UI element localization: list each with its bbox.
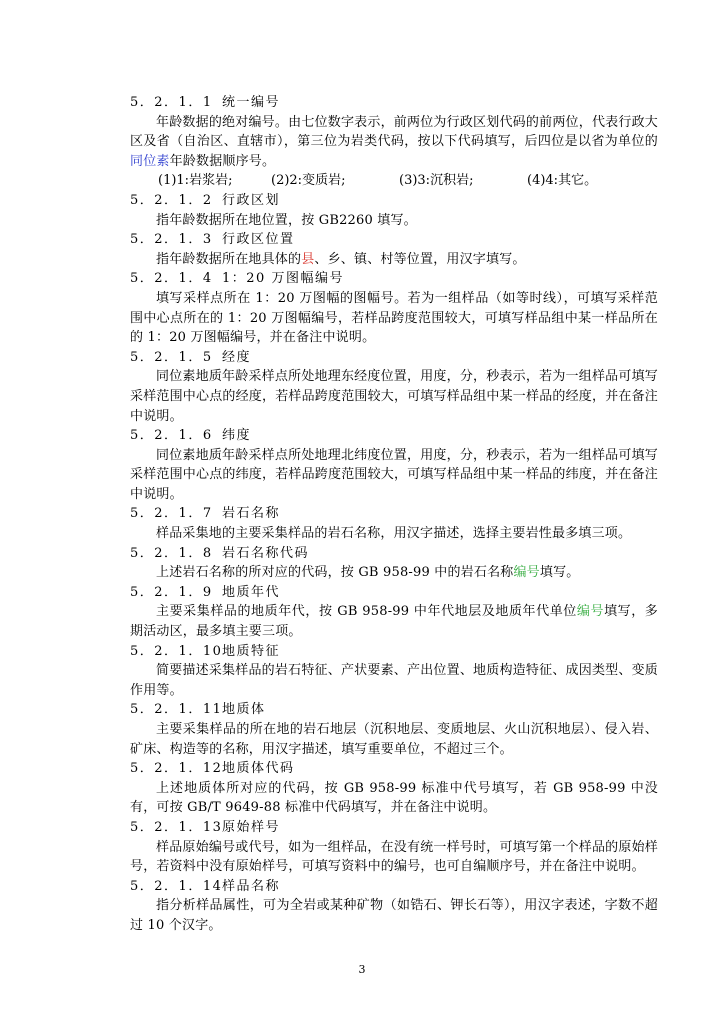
section-paragraph: [130, 779, 658, 818]
section-heading: [130, 544, 658, 564]
section-heading: [130, 191, 658, 211]
highlighted-text: 县: [301, 251, 315, 267]
section-paragraph: [130, 896, 658, 935]
section-heading: [130, 348, 658, 368]
section-heading: [130, 426, 658, 446]
section-paragraph: [130, 211, 658, 231]
highlighted-text: 编号: [513, 565, 540, 581]
highlighted-text: 编号: [576, 604, 605, 620]
paragraph-text: 填写采样点所在 1：20 万图幅的图幅号。若为一组样品（如等时线），可填写采样范围中心点所在的 1：20 万图幅编号，若样品跨度范围较大，可填写样品组中某一样品所在的 1：20 万图幅编号，并在备注中说明。: [130, 290, 658, 346]
section-title: 经度: [222, 349, 252, 365]
section-paragraph: [130, 250, 658, 270]
section-title: 岩石名称代码: [222, 545, 310, 561]
paragraph-text: 、乡、镇、村等位置，用汉字填写。: [314, 251, 526, 267]
section-heading: [130, 93, 658, 113]
section-number: 5．2．1．9: [130, 584, 213, 600]
code-item: (1)1:岩浆岩;: [158, 173, 233, 189]
section-title: 1：20 万图幅编号: [222, 271, 344, 287]
paragraph-text: 指年龄数据所在地具体的: [156, 251, 302, 267]
code-item: (2)2:变质岩;: [271, 173, 346, 189]
paragraph-text: 上述岩石名称的所对应的代码，按 GB 958-99 中的岩石名称: [156, 565, 514, 581]
section-number: 5．2．1．13: [130, 819, 223, 835]
section-title: 地质体: [222, 702, 266, 718]
section-number: 5．2．1．14: [130, 878, 223, 894]
section-heading: [130, 642, 658, 662]
paragraph-text: 样品采集地的主要采集样品的岩石名称，用汉字描述，选择主要岩性最多填三项。: [156, 526, 632, 542]
section-paragraph: [130, 524, 658, 544]
section-number: 5．2．1．5: [130, 349, 213, 365]
section-paragraph: [130, 661, 658, 700]
section-number: 5．2．1．7: [130, 506, 213, 522]
paragraph-text: 主要采集样品的地质年代，按 GB 958-99 中年代地层及地质年代单位: [156, 604, 577, 620]
section-title: 行政区位置: [222, 232, 295, 248]
section-number: 5．2．1．3: [130, 232, 213, 248]
paragraph-text: 指年龄数据所在地位置，按 GB2260 填写。: [156, 212, 417, 228]
document-body: [130, 93, 658, 936]
section-title: 地质年代: [222, 584, 281, 600]
section-paragraph: [130, 367, 658, 426]
paragraph-text: 年龄数据顺序号。: [169, 153, 276, 169]
section-heading: [130, 700, 658, 720]
paragraph-text: 同位素地质年龄采样点所处地理北纬度位置，用度，分，秒表示，若为一组样品可填写采样范围中心点的纬度，若样品跨度范围较大，可填写样品组中某一样品的纬度，并在备注中说明。: [130, 447, 659, 502]
page-number: 3: [358, 963, 366, 976]
paragraph-text: 填写。: [539, 565, 580, 581]
section-number: 5．2．1．10: [130, 643, 223, 659]
paragraph-text: 样品原始编号或代号，如为一组样品，在没有统一样号时，可填写第一个样品的原始样号，若资料中没有原始样号，可填写资料中的编号，也可自编顺序号，并在备注中说明。: [130, 839, 658, 875]
section-number: 5．2．1．4: [130, 271, 213, 287]
highlighted-text: 同位素: [130, 153, 170, 169]
paragraph-text: 主要采集样品的所在地的岩石地层（沉积地层、变质地层、火山沉积地层）、侵入岩、矿床、构造等的名称，用汉字描述，填写重要单位，不超过三个。: [130, 722, 658, 757]
section-number: 5．2．1．11: [130, 702, 223, 718]
paragraph-text: 简要描述采集样品的岩石特征、产状要素、产出位置、地质构造特征、成因类型、变质作用等。: [130, 663, 658, 698]
section-heading: [130, 230, 658, 250]
section-number: 5．2．1．8: [130, 545, 213, 561]
section-paragraph: [130, 720, 658, 759]
section-heading: [130, 269, 658, 289]
paragraph-text: 上述地质体所对应的代码，按 GB 958-99 标准中代号填写，若 GB 958-99 中没有，可按 GB/T 9649-88 标准中代码填写，并在备注中说明。: [130, 780, 658, 816]
section-title: 地质特征: [222, 643, 281, 659]
paragraph-text: 指分析样品属性，可为全岩或某种矿物（如锆石、钾长石等），用汉字表述，字数不超过 10 个汉字。: [130, 898, 658, 933]
section-title: 地质体代码: [222, 761, 295, 777]
section-paragraph: [130, 113, 658, 172]
paragraph-text: 同位素地质年龄采样点所处地理东经度位置，用度，分，秒表示，若为一组样品可填写采样范围中心点的经度，若样品跨度范围较大，可填写样品组中某一样品的经度，并在备注中说明。: [130, 369, 659, 424]
paragraph-text: 填写，多期活动区，最多填主要三项。: [130, 604, 658, 640]
section-paragraph: [130, 602, 658, 641]
section-number: 5．2．1．1: [130, 95, 213, 110]
section-title: 样品名称: [222, 878, 281, 894]
section-paragraph: [130, 563, 658, 583]
section-title: 原始样号: [222, 819, 281, 835]
section-number: 5．2．1．2: [130, 192, 213, 208]
rock-type-codes: [130, 171, 658, 191]
section-number: 5．2．1．12: [130, 761, 223, 777]
paragraph-text: 年龄数据的绝对编号。由七位数字表示，前两位为行政区划代码的前两位，代表行政大区及省（自治区、直辖市），第三位为岩类代码，按以下代码填写，后四位是以省为单位的: [130, 114, 658, 150]
section-paragraph: [130, 838, 658, 877]
code-item: (4)4:其它。: [527, 173, 598, 189]
section-heading: [130, 818, 658, 838]
section-heading: [130, 877, 658, 897]
section-paragraph: [130, 289, 658, 348]
section-heading: [130, 583, 658, 603]
section-paragraph: [130, 446, 658, 505]
section-title: 统一编号: [222, 95, 281, 110]
section-title: 行政区划: [222, 192, 281, 208]
section-title: 岩石名称: [222, 506, 281, 522]
section-title: 纬度: [222, 428, 252, 444]
section-number: 5．2．1．6: [130, 428, 213, 444]
code-item: (3)3:沉积岩;: [399, 173, 474, 189]
section-heading: [130, 504, 658, 524]
section-heading: [130, 759, 658, 779]
